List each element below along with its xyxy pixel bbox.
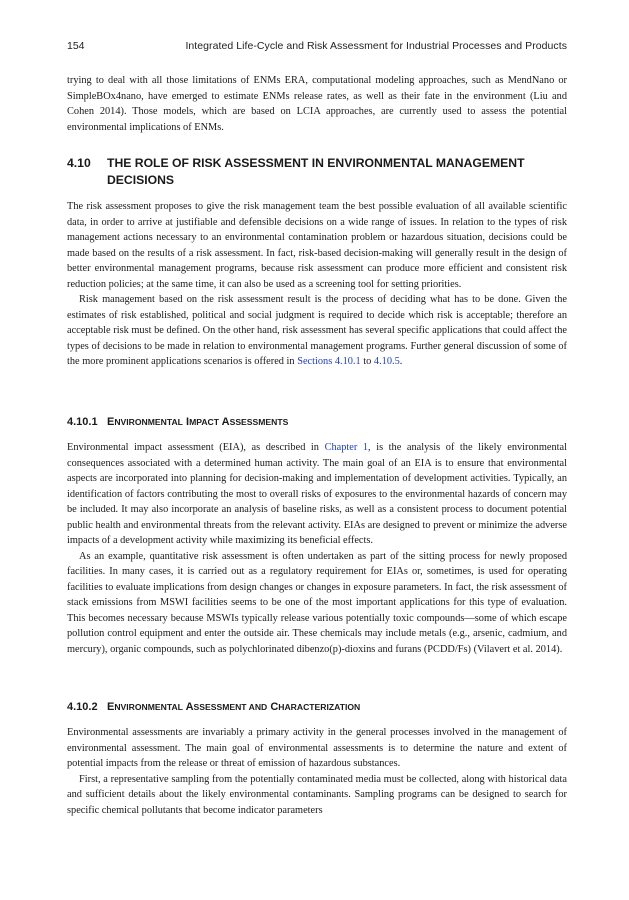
section-heading <box>67 155 567 189</box>
paragraph: Environmental assessments are invariably a primary activity in the general processes involved in the management of environmental assessment. The main goal of environmental assessments is to determine the nature and extent of potential impacts from the release or threat of emission of hazardous substances. <box>67 727 567 769</box>
subsection-heading <box>67 415 567 430</box>
subsection-heading <box>67 700 567 715</box>
running-title: Integrated Life-Cycle and Risk Assessment for Industrial Processes and Products <box>185 40 567 52</box>
paragraph: First, a representative sampling from the potentially contaminated media must be collected, along with historical data and sufficient details about the likely environmental contaminants. Sampling programs can be designed to search for specific chemical pollutants that become indicator parameters <box>67 773 567 816</box>
section-title: THE ROLE OF RISK ASSESSMENT IN ENVIRONMENTAL MANAGEMENT DECISIONS <box>107 156 525 187</box>
running-header <box>67 40 567 52</box>
paragraph-text: , is the analysis of the likely environmental consequences associated with a determined human activity. The main goal of an EIA is to ensure that environmental aspects are incorporated into planning for decision-making and implementation of development activities. Typically, an identification of factors contributing the most to overall risks of exposures to the environmental hazards of concern may be included. It may also incorporate an analysis of baseline risks, as well as a consistent process to document potential public health and environmental threats from the relevant activity. EIAs are designed to prevent or minimize the adverse impacts of a development activity while maximizing its beneficial effects. <box>67 442 567 546</box>
subsection-title: ENVIRONMENTAL IMPACT ASSESSMENTS <box>107 416 289 428</box>
section-4-10-2 <box>67 700 567 818</box>
section-number: 4.10 <box>67 156 91 170</box>
paragraph-text: . <box>399 356 403 367</box>
subsection-number: 4.10.2 <box>67 701 98 713</box>
section-4-10 <box>67 155 567 370</box>
section-4-10-1 <box>67 415 567 657</box>
paragraph-text: Risk management based on the risk assessment result is the process of deciding what has to be done. Given the estimates of risk established, political and social judgment is required to decide which risk is acceptable; therefore an acceptable risk must be defined. On the other hand, risk assessment has several specific applications that could affect the types of decisions to be made in relation to environmental management programs. Further general discussion of some of the more prominent applications scenarios is offered in <box>67 294 567 367</box>
section-link[interactable]: Sections 4.10.1 <box>297 356 361 367</box>
paragraph-text: Environmental impact assessment (EIA), as described in <box>67 442 319 453</box>
page-number: 154 <box>67 40 85 52</box>
intro-block <box>67 73 567 135</box>
chapter-link[interactable]: Chapter 1 <box>324 442 369 453</box>
paragraph <box>67 440 567 549</box>
paragraph: As an example, quantitative risk assessment is often undertaken as part of the sitting process for newly proposed facilities. In many cases, it is carried out as a regulatory requirement for EIAs or, sometimes, is used for operating facilities to evaluate implications from design changes or changes in exposure parameters. In fact, the risk assessment of stack emissions from MSWI facilities seems to be one of the most important applications for this type of evaluation. This becomes necessary because MSWIs typically release various potentially toxic compounds—some of which escape pollution control equipment and enter the outside air. These chemicals may include metals (e.g., arsenic, cadmium, and mercury), organic compounds, such as polychlorinated dibenzo(p)-dioxins and furans (PCDD/Fs) (Vilavert et al. 2014). <box>67 550 567 655</box>
paragraph: The risk assessment proposes to give the risk management team the best possible evaluation of all available scientific data, in order to arrive at justifiable and defensible decisions on a wide range of issues. In relation to the types of risk management actions necessary to an environmental contamination problem or hazardous situation, decisions could be made based on the results of a risk assessment. In fact, risk-based decision-making will generally result in the design of better environmental management programs, because risk assessment can produce more efficient and consistent risk reduction policies; at the same time, it can also be used as a screening tool for setting priorities. <box>67 201 567 290</box>
section-link[interactable]: 4.10.5 <box>373 356 400 367</box>
paragraph <box>67 292 567 370</box>
subsection-number: 4.10.1 <box>67 416 98 428</box>
paragraph-text: to <box>363 356 372 367</box>
intro-paragraph: trying to deal with all those limitations of ENMs ERA, computational modeling approaches, such as MendNano or SimpleBOx4nano, have emerged to estimate ENMs release rates, as well as their fate in the environment (Liu and Cohen 2014). Those models, which are based on LCIA approaches, are currently used to assess the potential environmental implications of ENMs. <box>67 75 567 133</box>
subsection-title: ENVIRONMENTAL ASSESSMENT AND CHARACTERIZATION <box>107 701 361 713</box>
